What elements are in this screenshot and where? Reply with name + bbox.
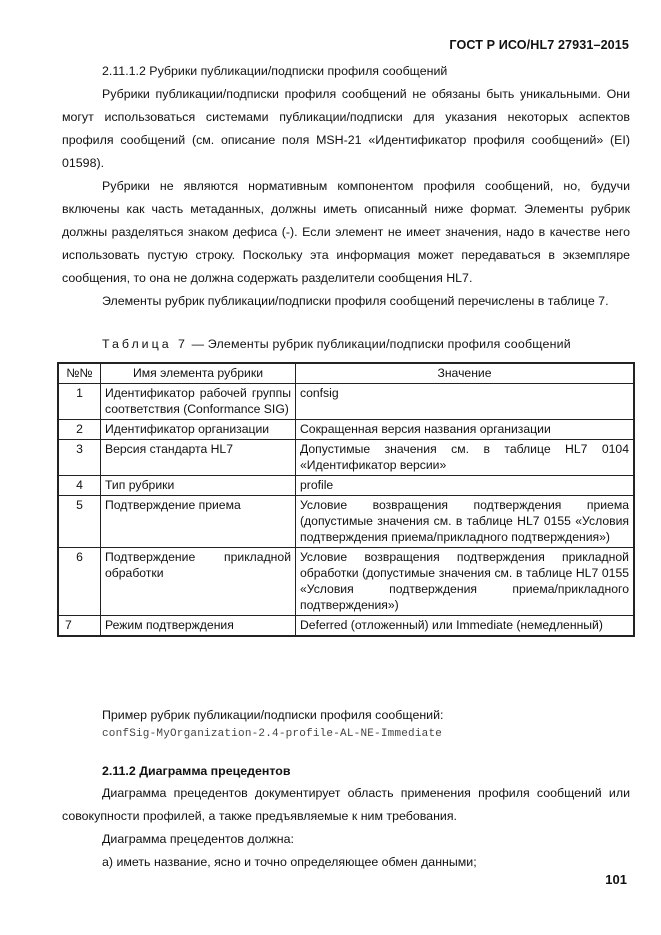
- paragraph-1: Рубрики публикации/подписки профиля сообщений не обязаны быть уникальными. Они могут использоваться системами публикации/подписки для указания некоторых аспектов профиля сообщений (см. описание поля MSH-21 «Идентификатор профиля сообщений» (EI) 01598).: [62, 87, 630, 170]
- header-num: №№: [58, 363, 101, 384]
- row-num: 5: [58, 496, 101, 548]
- row-value: profile: [296, 476, 635, 496]
- paragraph-4: Диаграмма прецедентов документирует область применения профиля сообщений или совокупности профилей, а также предъявляемые к ним требования.: [62, 786, 630, 823]
- paragraph-3: Элементы рубрик публикации/подписки профиля сообщений перечислены в таблице 7.: [102, 294, 609, 308]
- row-num: 4: [58, 476, 101, 496]
- row-value: Условие возвращения подтверждения прикладной обработки (допустимые значения см. в таблице HL7 0155 «Условия подтверждения приема/прикладного подтверждения»): [296, 548, 635, 616]
- elements-table: [57, 362, 635, 637]
- example-code: confSig-MyOrganization-2.4-profile-AL-NE-Immediate: [102, 728, 443, 740]
- table-header-row: [58, 363, 634, 384]
- table-row: [58, 616, 634, 637]
- row-name: Подтверждение приема: [101, 496, 296, 548]
- row-num: 6: [58, 548, 101, 616]
- row-value: Условие возвращения подтверждения приема (допустимые значения см. в таблице HL7 0155 «Условия подтверждения приема/прикладного подтверждения»): [296, 496, 635, 548]
- list-item-a: а) иметь название, ясно и точно определяющее обмен данными;: [102, 855, 477, 869]
- row-name: Тип рубрики: [101, 476, 296, 496]
- row-value: Допустимые значения см. в таблице HL7 0104 «Идентификатор версии»: [296, 440, 635, 476]
- page-number: 101: [605, 872, 627, 887]
- row-num: 1: [58, 384, 101, 420]
- section-heading: 2.11.1.2 Рубрики публикации/подписки профиля сообщений: [102, 64, 448, 78]
- table-caption-label: Таблица 7: [102, 337, 188, 351]
- row-value: Deferred (отложенный) или Immediate (немедленный): [296, 616, 635, 637]
- table-row: [58, 476, 634, 496]
- row-name: Версия стандарта HL7: [101, 440, 296, 476]
- row-value: confsig: [296, 384, 635, 420]
- row-num: 3: [58, 440, 101, 476]
- section-2-heading: 2.11.2 Диаграмма прецедентов: [102, 764, 291, 778]
- row-value: Сокращенная версия названия организации: [296, 420, 635, 440]
- table-row: [58, 384, 634, 420]
- row-num: 2: [58, 420, 101, 440]
- row-name: Режим подтверждения: [101, 616, 296, 637]
- table-row: [58, 440, 634, 476]
- example-label: Пример рубрик публикации/подписки профиля сообщений:: [102, 708, 444, 722]
- document-header: ГОСТ Р ИСО/HL7 27931–2015: [449, 38, 629, 52]
- row-name: Идентификатор организации: [101, 420, 296, 440]
- table-row: [58, 496, 634, 548]
- row-num: 7: [58, 616, 101, 637]
- header-value: Значение: [296, 363, 635, 384]
- table-row: [58, 548, 634, 616]
- paragraph-2: Рубрики не являются нормативным компонентом профиля сообщений, но, будучи включены как часть метаданных, должны иметь описанный ниже формат. Элементы рубрик должны разделяться знаком дефиса (-). Если элемент не имеет значения, надо в качестве него использовать пустую строку. Поскольку эта информация может передаваться в экземпляре сообщения, то она не должна содержать разделители сообщения HL7.: [62, 179, 630, 285]
- paragraph-5: Диаграмма прецедентов должна:: [102, 832, 294, 846]
- table-row: [58, 420, 634, 440]
- row-name: Подтверждение прикладной обработки: [101, 548, 296, 616]
- table-caption: [102, 337, 571, 351]
- header-name: Имя элемента рубрики: [101, 363, 296, 384]
- table-caption-text: — Элементы рубрик публикации/подписки профиля сообщений: [191, 337, 571, 351]
- row-name: Идентификатор рабочей группы соответствия (Conformance SIG): [101, 384, 296, 420]
